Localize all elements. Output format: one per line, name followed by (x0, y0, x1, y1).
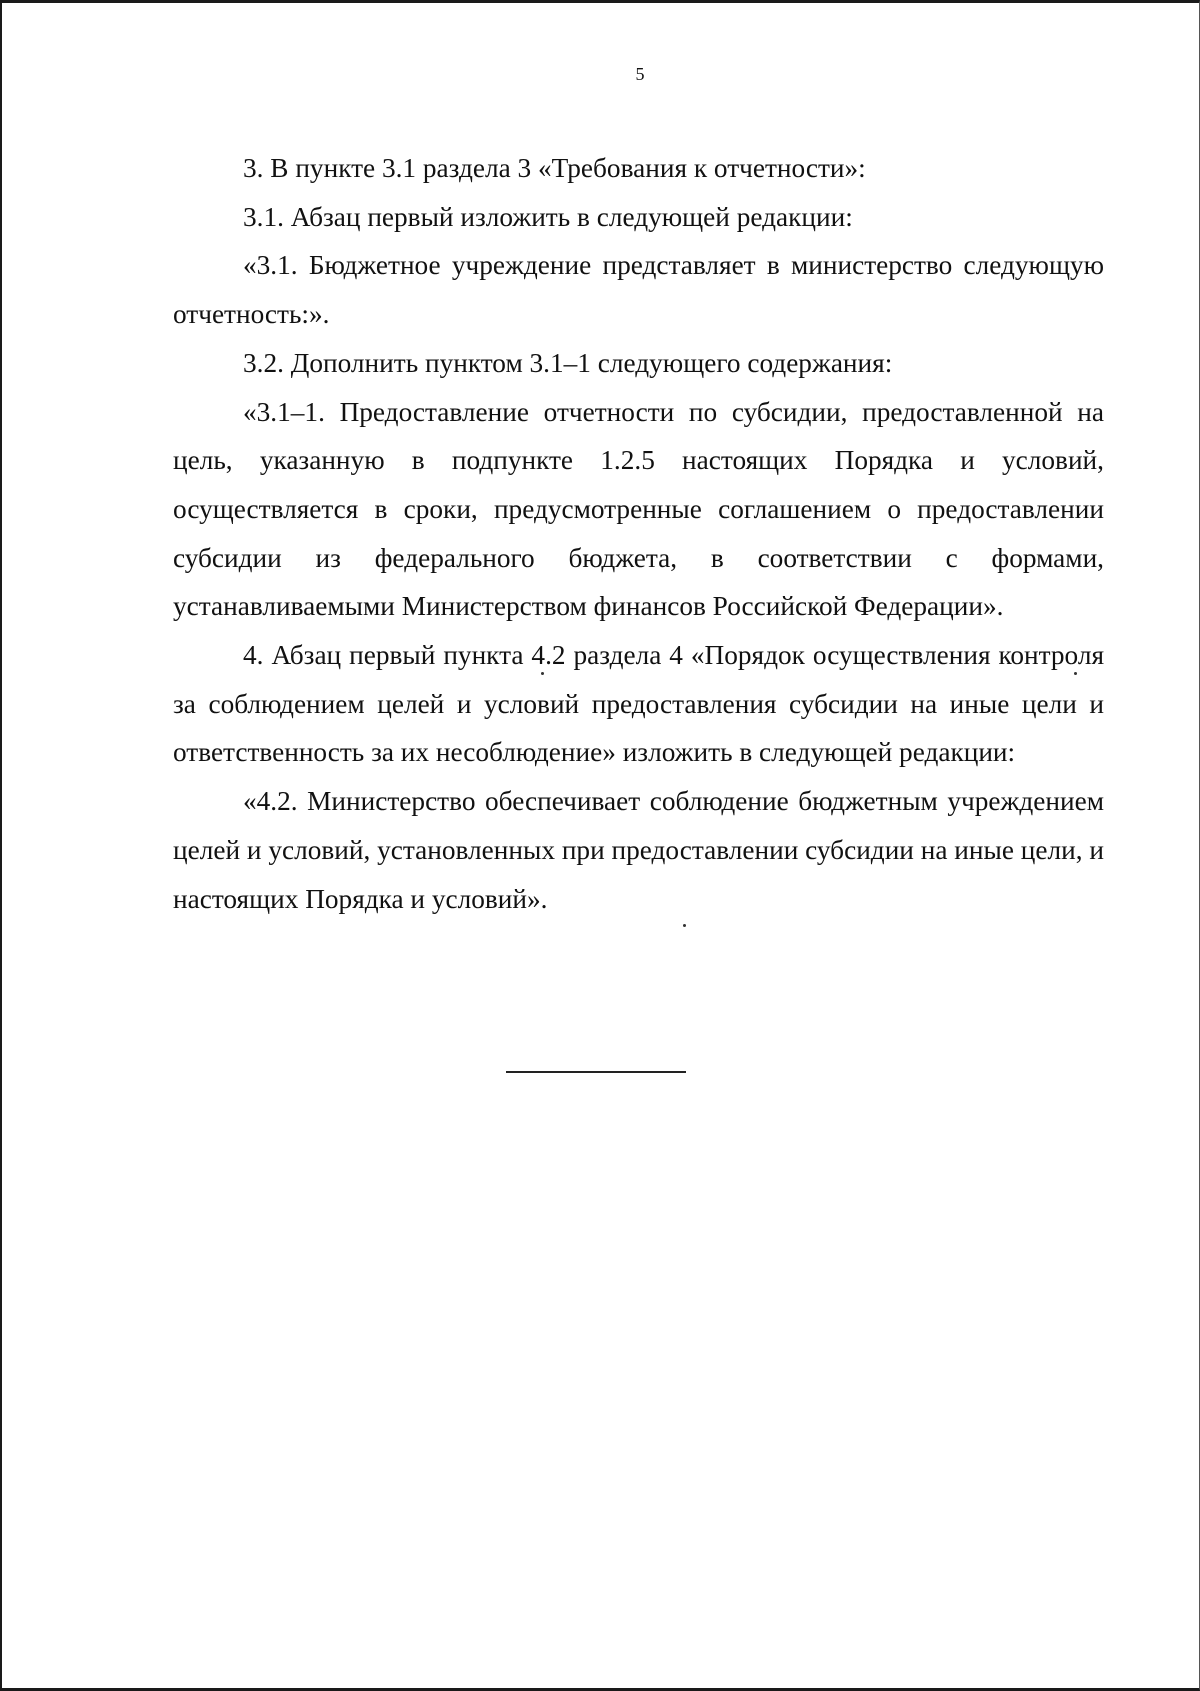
scan-speck (1074, 672, 1077, 675)
paragraph-4-2-text: «4.2. Министерство обеспечивает соблюдение бюджетным учреждением целей и условий, установленных при предоставлении субсидии на иные цели, и настоящих Порядка и условий». (173, 786, 1104, 914)
page-number: 5 (635, 64, 645, 84)
end-of-text-rule (506, 1071, 686, 1073)
paragraph-3-2: 3.2. Дополнить пунктом 3.1–1 следующего содержания: (243, 347, 893, 378)
scan-speck (541, 672, 544, 675)
paragraph-4: 4. Абзац первый пункта 4.2 раздела 4 «Порядок осуществления контроля за соблюдением целей и условий предоставления субсидии на иные цели и ответственность за их несоблюдение» изложить в следующей редакции: (173, 640, 1104, 768)
paragraph-3: 3. В пункте 3.1 раздела 3 «Требования к отчетности»: (243, 153, 866, 183)
scan-speck (683, 924, 686, 927)
paragraph-3-1-text: «3.1. Бюджетное учреждение представляет в министерство следующую отчетность:». (173, 250, 1104, 330)
document-body (173, 144, 1104, 923)
paragraph-3-1: 3.1. Абзац первый изложить в следующей редакции: (243, 201, 853, 232)
paragraph-3-1-1-text: «3.1–1. Предоставление отчетности по субсидии, предоставленной на цель, указанную в подпункте 1.2.5 настоящих Порядка и условий, осуществляется в сроки, предусмотренные соглашением о предоставлении субсидии из федерального бюджета, в соответствии с формами, устанавливаемыми Министерством финансов Российской Федерации». (173, 396, 1104, 622)
